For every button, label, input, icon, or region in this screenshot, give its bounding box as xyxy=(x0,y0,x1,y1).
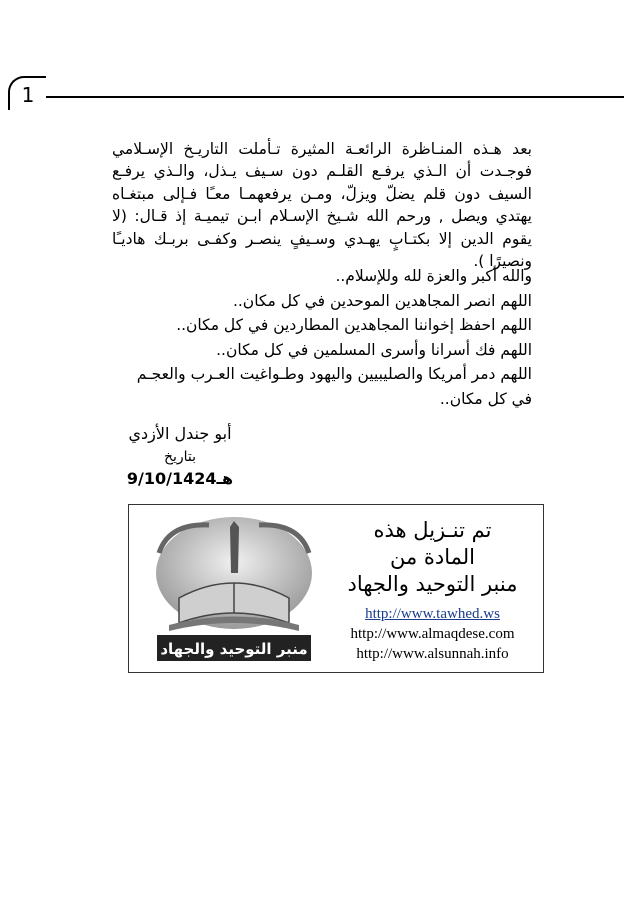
link-tawhed[interactable]: http://www.tawhed.ws xyxy=(365,606,500,622)
prayers-list xyxy=(112,264,532,411)
link-alsunnah[interactable]: http://www.alsunnah.info xyxy=(356,646,509,662)
prayer-line: والله أكبر والعزة لله وللإسلام.. xyxy=(335,267,532,285)
body-paragraph: بعد هـذه المنـاظرة الرائعـة المثيرة تـأملت التاريـخ الإسـلامي فوجـدت أن الـذي يرفـع القلـم دون سـيف يـذل، والـذي يرفـع السيف دون قلم يضلّ ويزلّ، ومـن يرفعهمـا معـًا فـإلى مبتغـاه يهتدي ويصل , ورحم الله شـيخ الإسـلام ابـن تيميـة إذ قـال: (لا يقوم الدين إلا بكتـابٍ يهـدي وسـيفٍ ينصـر وكفـى بربـك هاديـًا ونصيرًا ). xyxy=(112,139,532,271)
download-banner xyxy=(128,504,544,673)
page-number: 1 xyxy=(21,83,35,107)
page-number-tab xyxy=(8,76,46,110)
prayer-line: اللهم احفظ إخواننا المجاهدين المطاردين في كل مكان.. xyxy=(176,316,532,334)
banner-line: تم تنـزيل هذه xyxy=(373,518,492,542)
link-almaqdese[interactable]: http://www.almaqdese.com xyxy=(350,626,515,642)
banner-line: منبر التوحيد والجهاد xyxy=(347,572,518,596)
minbar-logo-icon xyxy=(139,513,329,665)
banner-text-block xyxy=(330,517,535,664)
link-list xyxy=(330,604,535,664)
prayer-line: اللهم انصر المجاهدين الموحدين في كل مكان.. xyxy=(232,291,532,310)
signature-block xyxy=(110,422,250,490)
banner-line: المادة من xyxy=(389,545,476,569)
author-name: أبو جندل الأزدي xyxy=(128,424,232,443)
prayer-line: اللهم دمر أمريكا والصليبيين واليهود وطـواغيت العـرب والعجـم في كل مكان.. xyxy=(136,365,532,408)
date-label: بتاريخ xyxy=(163,449,197,465)
date-value: 9/10/1424هـ xyxy=(126,469,234,488)
header-rule xyxy=(46,96,624,98)
prayer-line: اللهم فك أسرانا وأسرى المسلمين في كل مكان.. xyxy=(216,340,532,359)
logo-caption: منبر التوحيد والجهاد xyxy=(160,640,308,658)
